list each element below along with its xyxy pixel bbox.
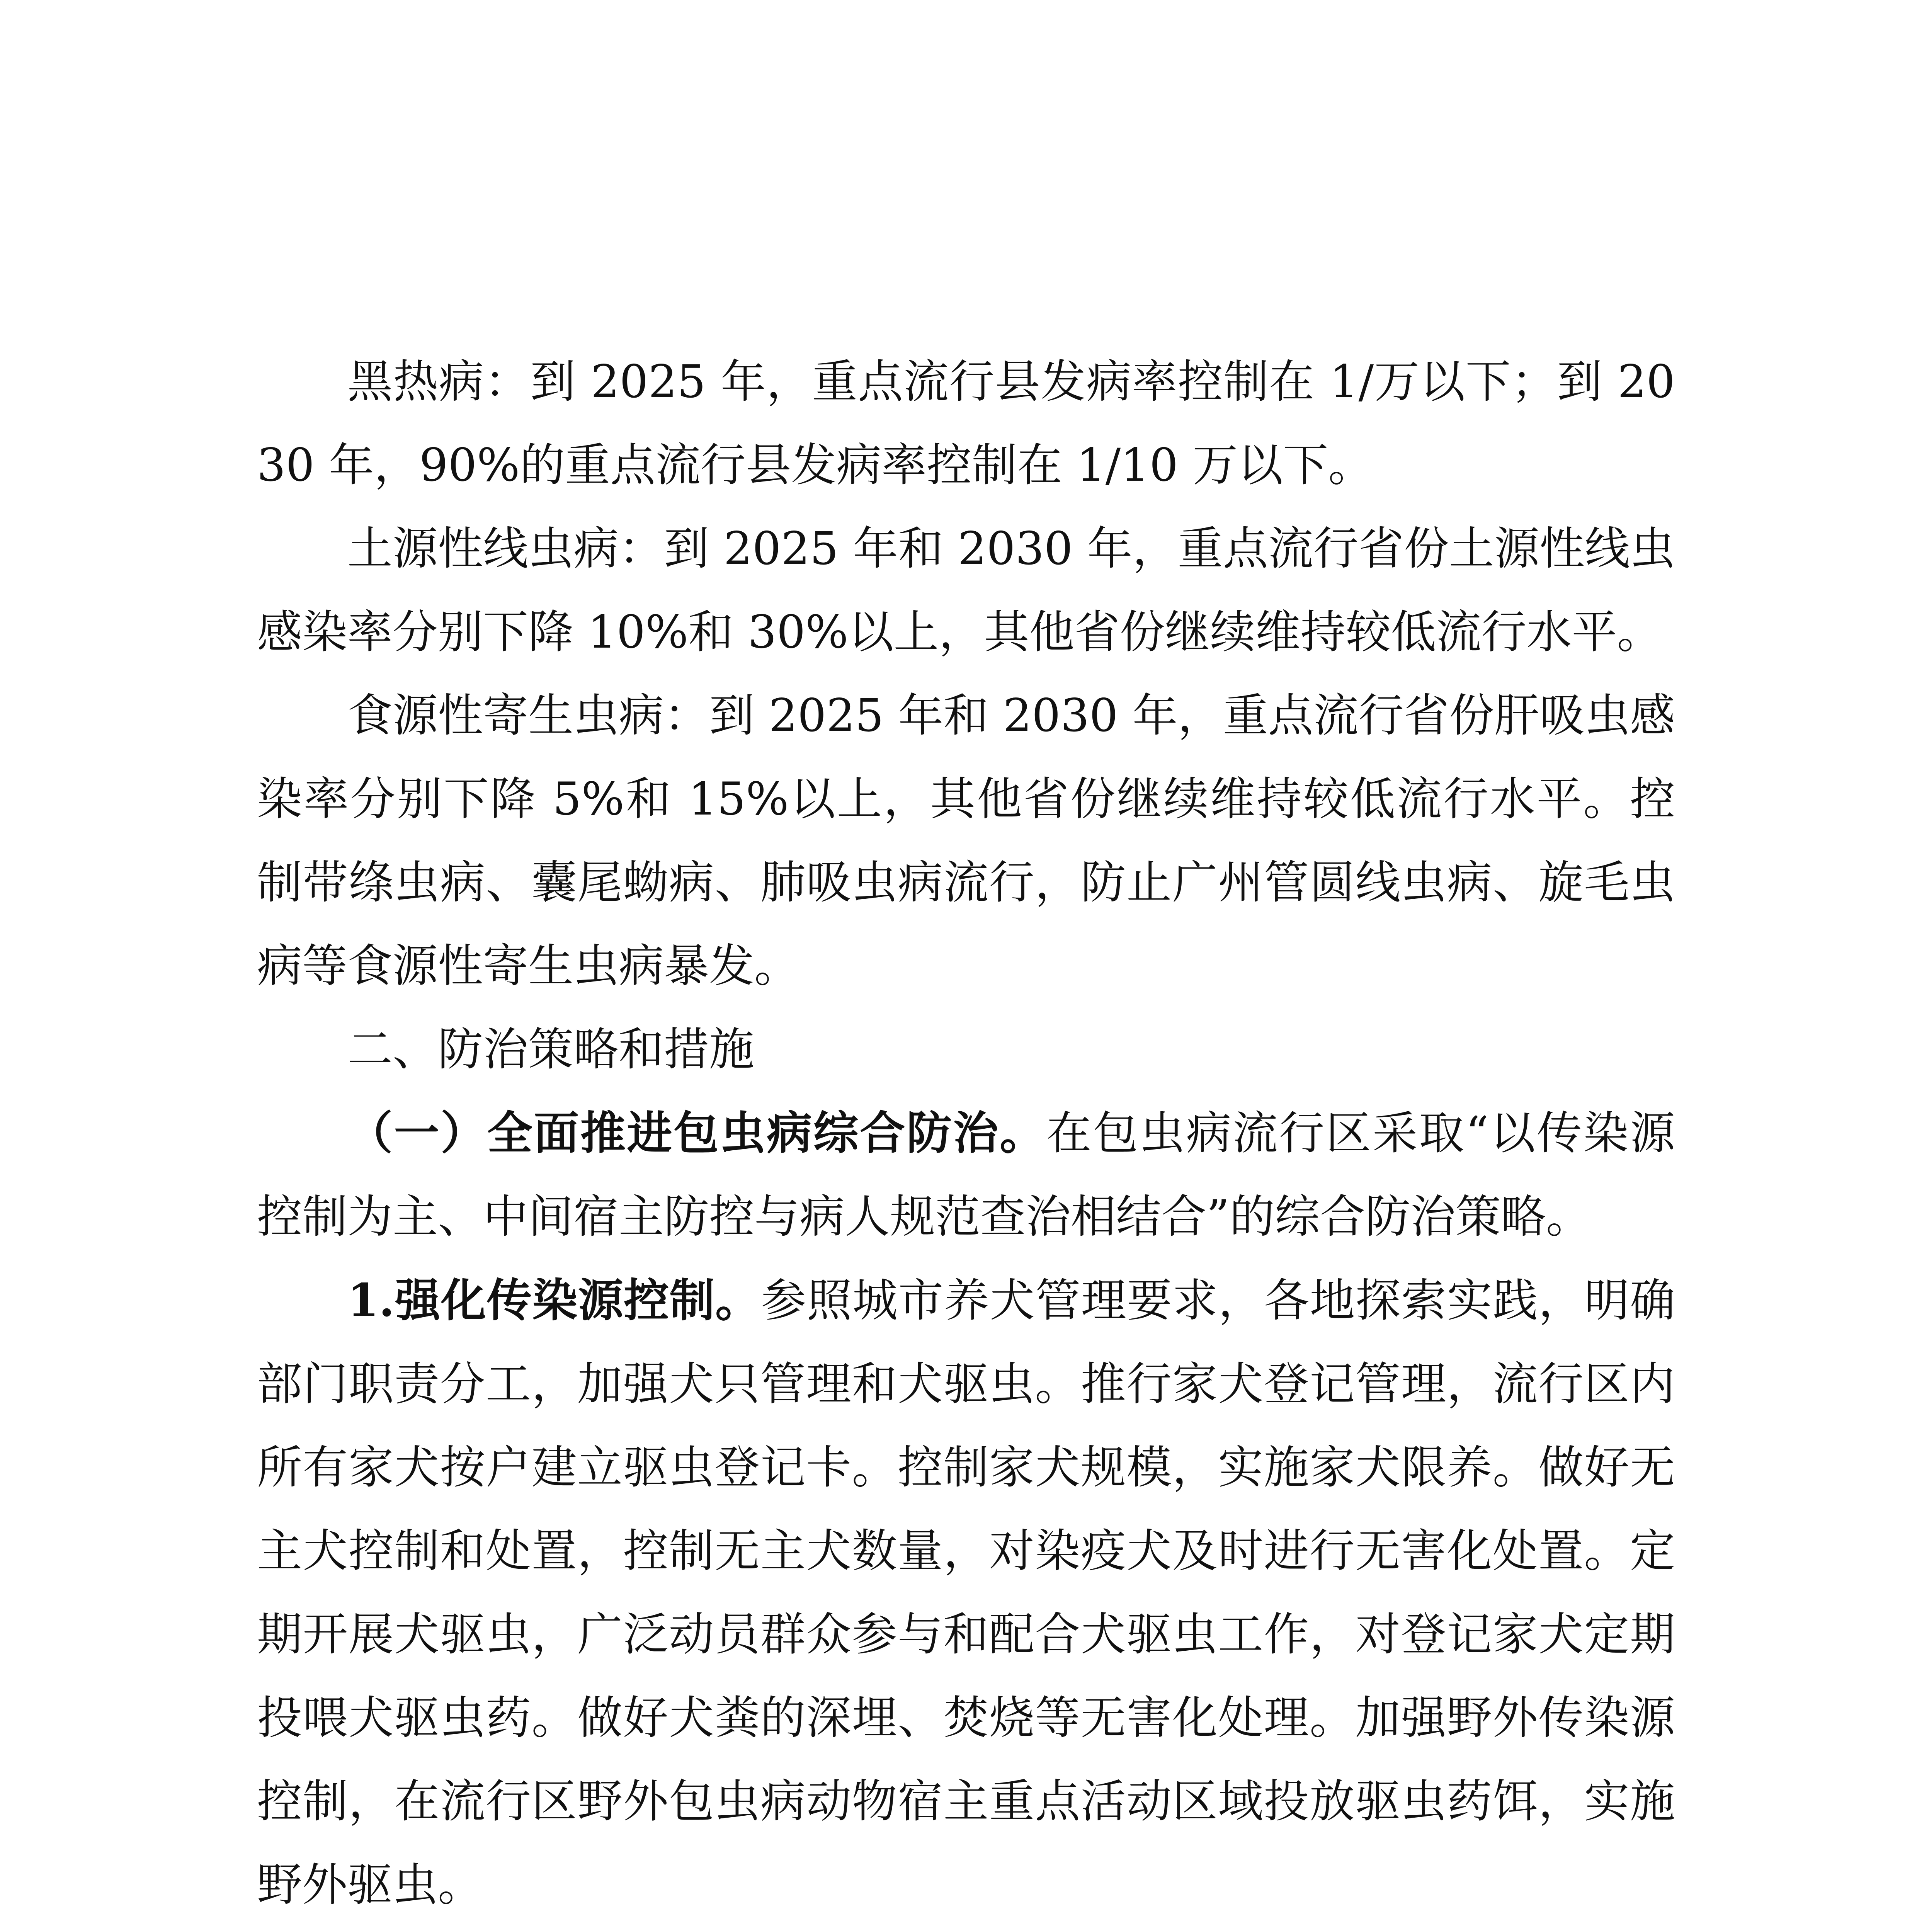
subsection-body: 在包虫病流行区采取“以传染源控制为主、中间宿主防控与病人规范查治相结合”的综合防治策略。 <box>257 1107 1675 1243</box>
item-body: 参照城市养犬管理要求，各地探索实践，明确部门职责分工，加强犬只管理和犬驱虫。推行家犬登记管理，流行区内所有家犬按户建立驱虫登记卡。控制家犬规模，实施家犬限养。做好无主犬控制和处置，控制无主犬数量，对染疫犬及时进行无害化处置。定期开展犬驱虫，广泛动员群众参与和配合犬驱虫工作，对登记家犬定期投喂犬驱虫药。做好犬粪的深埋、焚烧等无害化处理。加强野外传染源控制，在流行区野外包虫病动物宿主重点活动区域投放驱虫药饵，实施野外驱虫。 <box>257 1274 1675 1911</box>
section-heading: 二、防治策略和措施 <box>347 1023 755 1076</box>
paragraph-kala-azar: 黑热病：到 2025 年，重点流行县发病率控制在 1/万以下；到 2030 年，90%的重点流行县发病率控制在 1/10 万以下。 <box>257 355 1675 492</box>
item-lead: 1.强化传染源控制。 <box>347 1274 761 1327</box>
page-content <box>257 340 1675 1927</box>
paragraph-soil-transmitted-nematode: 土源性线虫病：到 2025 年和 2030 年，重点流行省份土源性线虫感染率分别下降 10%和 30%以上，其他省份继续维持较低流行水平。 <box>257 522 1675 658</box>
paragraph-foodborne-parasitic-disease: 食源性寄生虫病：到 2025 年和 2030 年，重点流行省份肝吸虫感染率分别下降 5%和 15%以上，其他省份继续维持较低流行水平。控制带绦虫病、囊尾蚴病、肺吸虫病流行，防止广州管圆线虫病、旋毛虫病等食源性寄生虫病暴发。 <box>257 689 1675 992</box>
subsection-lead: （一）全面推进包虫病综合防治。 <box>347 1106 1046 1160</box>
paragraph-echinococcosis-control <box>257 1091 1675 1259</box>
paragraph-infection-source-control <box>257 1259 1675 1927</box>
